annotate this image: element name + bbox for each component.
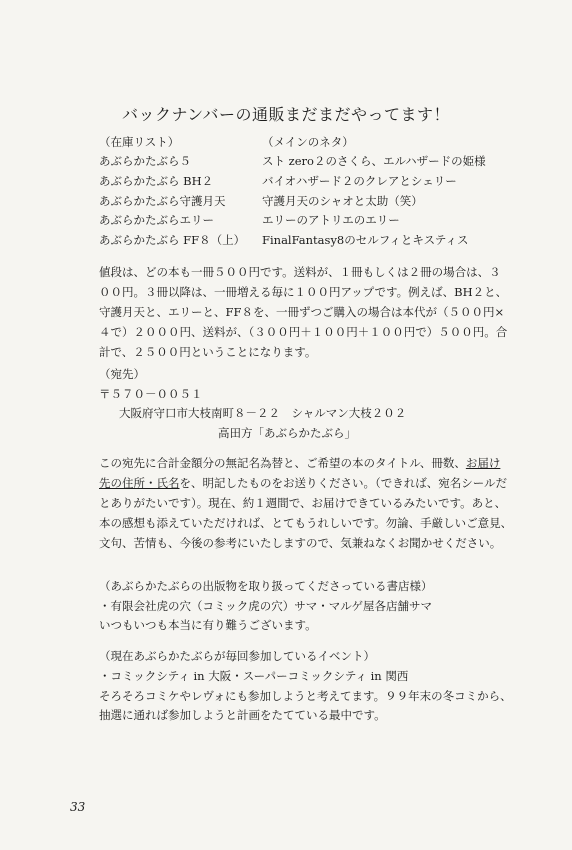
events-line: 抽選に通れば参加しようと計画をたてている最中です。	[99, 708, 386, 722]
order-paragraph	[99, 453, 513, 553]
events-header: （現在あぶらかたぶらが毎回参加しているイベント）	[99, 649, 375, 663]
order-underline-text: 先の住所・氏名	[99, 476, 180, 490]
address-street: 大阪府守口市大枝南町８－２２ シャルマン大枝２０２	[119, 406, 407, 420]
stock-item-topic: FinalFantasy8のセルフィとキスティス	[262, 233, 469, 247]
stock-item-topic: スト zero２のさくら、エルハザードの姫様	[262, 154, 486, 168]
price-line: ００円。３冊以降は、一冊増える毎に１００円アップです。例えば、BH２と、	[99, 285, 508, 299]
stores-header: （あぶらかたぶらの出版物を取り扱ってくださっている書店様）	[99, 579, 433, 593]
order-line: 本の感想も添えていただければ、とてもうれしいです。勿論、手厳しいご意見、	[99, 516, 513, 530]
order-line	[99, 473, 508, 493]
address-zip: 〒５７０－００５１	[99, 387, 203, 401]
price-line: 守護月天と、エリーと、FF８を、一冊ずつご購入の場合は本代が（５００円×	[99, 305, 505, 319]
price-line: ４で）２０００円、送料が、（３００円＋１００円＋１００円で）５００円。合	[99, 325, 508, 339]
order-underline-text: お届け	[465, 456, 501, 470]
stock-item-name: あぶらかたぶらエリー	[99, 213, 214, 227]
stock-header-left: （在庫リスト）	[99, 135, 180, 149]
price-line: 計で、２５００円ということになります。	[99, 345, 317, 359]
order-line-text: この宛先に合計金額分の無記名為替と、ご希望の本のタイトル、冊数、	[99, 456, 466, 470]
price-paragraph	[99, 262, 508, 362]
stock-item-name: あぶらかたぶら守護月天	[99, 194, 226, 208]
stock-item-name: あぶらかたぶら５	[99, 154, 191, 168]
page-title: バックナンバーの通販まだまだやってます！	[121, 105, 451, 124]
stores-line: ・有限会社虎の穴（コミック虎の穴）サマ・マルゲ屋各店舗サマ	[99, 599, 433, 613]
page-number: 33	[70, 800, 86, 814]
order-line: とありがたいです）。現在、約１週間で、お届けできているみたいです。あと、	[99, 496, 507, 510]
address-label: （宛先）	[99, 367, 145, 381]
stock-item-topic: 守護月天のシャオと太助（笑）	[262, 194, 423, 208]
events-line: ・コミックシティ in 大阪・スーパーコミックシティ in 関西	[99, 669, 409, 683]
address-name: 高田方「あぶらかたぶら」	[218, 426, 356, 440]
stock-item-topic: バイオハザード２のクレアとシェリー	[262, 174, 457, 188]
order-line: 文句、苦情も、今後の参考にいたしますので、気兼ねなくお聞かせください。	[99, 536, 502, 550]
order-line-text: を、明記したものをお送りください。（できれば、宛名シールだ	[179, 476, 508, 490]
stock-item-name: あぶらかたぶら FF８（上）	[99, 233, 246, 247]
stock-header-right: （メインのネタ）	[262, 135, 354, 149]
price-line: 値段は、どの本も一冊５００円です。送料が、１冊もしくは２冊の場合は、３	[99, 265, 501, 279]
events-line: そろそろコミケやレヴォにも参加しようと考えてます。９９年末の冬コミから、	[99, 689, 512, 703]
stock-item-name: あぶらかたぶら BH２	[99, 174, 214, 188]
stock-item-topic: エリーのアトリエのエリー	[262, 213, 400, 227]
stores-line: いつもいつも本当に有り難うございます。	[99, 618, 317, 632]
order-line	[99, 453, 501, 473]
